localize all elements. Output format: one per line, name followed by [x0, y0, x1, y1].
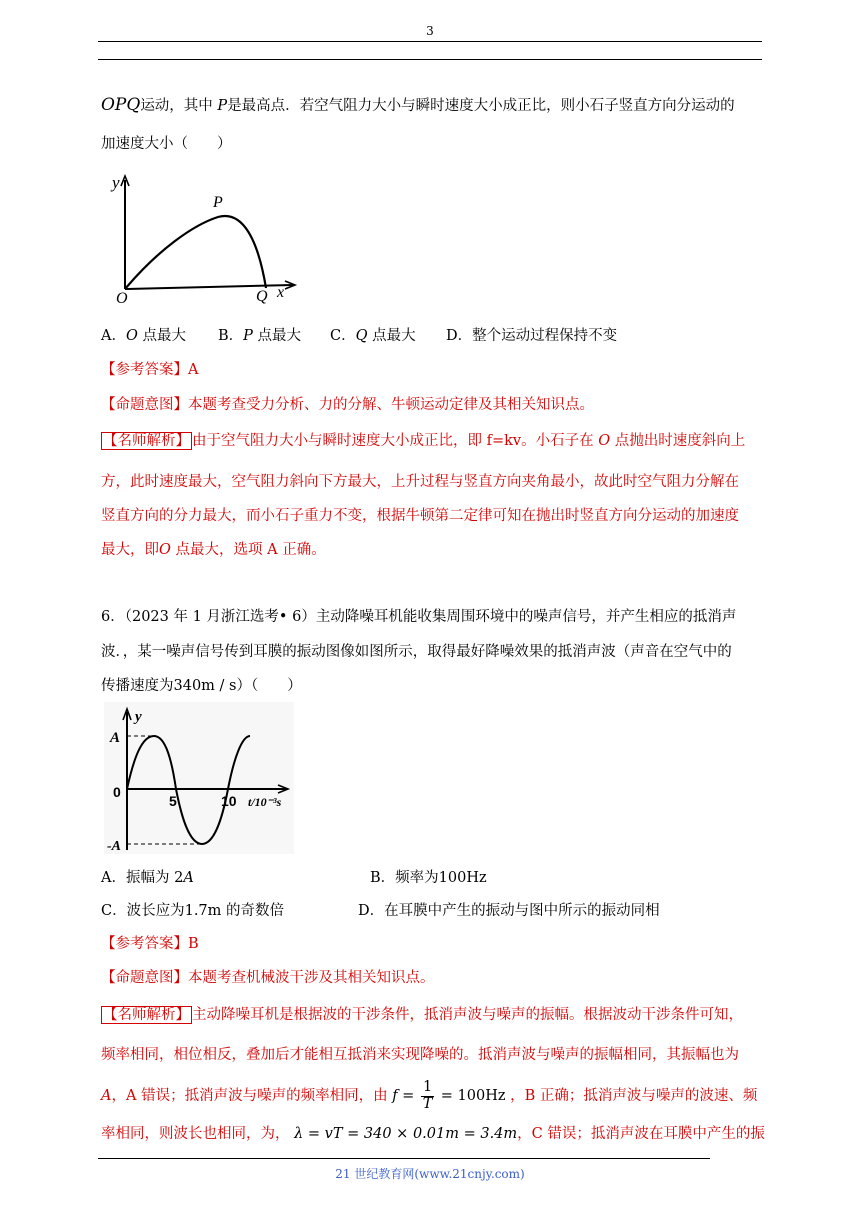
q6-fig-y: y — [135, 709, 142, 725]
q5-opt-c-label: C． — [330, 328, 356, 344]
q5-fig-y: y — [112, 173, 120, 192]
q6-intent — [101, 970, 435, 987]
q5-analysis-l4-a: 最大，即 — [101, 542, 159, 558]
q5-opt-a-var: O — [125, 328, 138, 344]
q5-answer-label: 【参考答案】 — [101, 362, 188, 378]
q5-fig-x: x — [277, 284, 285, 301]
q6-stem-line3: 传播速度为340m / s）（ ） — [101, 678, 302, 694]
q5-stem-line1 — [101, 95, 735, 115]
q6-intent-text: 本题考查机械波干涉及其相关知识点。 — [188, 970, 435, 986]
q5-analysis-label: 【名师解析】 — [103, 433, 190, 449]
q6-option-d: D．在耳膜中产生的振动与图中所示的振动同相 — [358, 903, 660, 919]
q6-analysis-line1 — [101, 1007, 743, 1024]
q6-analysis-line4 — [101, 1126, 765, 1143]
q6-intent-label: 【命题意图】 — [101, 970, 188, 986]
q5-analysis-line4 — [101, 542, 326, 559]
q6-stem-line1: 6．（2023 年 1 月浙江选考• 6）主动降噪耳机能收集周围环境中的噪声信号，并产生相应的抵消声 — [101, 609, 737, 625]
q5-var-p: P — [217, 98, 228, 114]
page-number: 3 — [426, 24, 434, 38]
q6-formula-freq — [392, 1079, 510, 1112]
q5-intent — [101, 397, 594, 414]
q6-analysis-label: 【名师解析】 — [103, 1007, 190, 1023]
q6-formula-wavelength: λ = vT = 340 × 0.01m = 3.4m — [294, 1126, 518, 1142]
q6-analysis-l3-b: ，B 正确；抵消声波与噪声的波速、频 — [510, 1088, 758, 1104]
q6-analysis-line2: 频率相同，相位相反，叠加后才能相互抵消来实现降噪的。抵消声波与噪声的振幅相同，其振幅也为 — [101, 1047, 739, 1063]
q5-stem-b: 是最高点．若空气阻力大小与瞬时速度大小成正比，则小石子竖直方向分运动的 — [227, 98, 735, 114]
q5-fig-q: Q — [256, 288, 268, 305]
q6-analysis-l4-b: ，C 错误；抵消声波在耳膜中产生的振 — [517, 1126, 765, 1142]
q5-analysis-line2: 方，此时速度最大，空气阻力斜向下方最大，上升过程与竖直方向夹角最小，故此时空气阻力分解在 — [101, 474, 739, 490]
q5-stem-a: 运动，其中 — [140, 98, 213, 114]
q6-fig-zero: 0 — [113, 784, 121, 800]
q5-option-c — [330, 328, 416, 345]
q5-option-a — [101, 328, 186, 345]
q6-answer-label: 【参考答案】 — [101, 936, 188, 952]
q5-analysis-l4-var: O — [159, 542, 171, 558]
q6-answer — [101, 936, 199, 953]
q5-opt-b-var: P — [243, 328, 253, 344]
q5-analysis-l4-b: 点最大，选项 A 正确。 — [175, 542, 326, 558]
q6-option-a — [101, 870, 194, 887]
footer-rule — [98, 1158, 710, 1159]
q6-analysis-l3-a: ，A 错误；抵消声波与噪声的频率相同，由 — [111, 1088, 388, 1104]
q6-option-b: B．频率为100Hz — [370, 870, 487, 886]
q5-opt-a-text: 点最大 — [142, 328, 186, 344]
q5-analysis-line1 — [101, 433, 745, 450]
q6-analysis-l4-a: 率相同，则波长也相同，为， — [101, 1126, 290, 1142]
q5-analysis-l1: 由于空气阻力大小与瞬时速度大小成正比，即 f=kv。小石子在 — [192, 433, 594, 449]
q6-stem-line2: 波．，某一噪声信号传到耳膜的振动图像如图所示，取得最好降噪效果的抵消声波（声音在空气中的 — [101, 644, 732, 660]
q6-opt-a-var: A — [183, 870, 194, 886]
q5-stem-line2: 加速度大小（ ） — [101, 136, 232, 152]
header-rule — [98, 41, 762, 42]
q5-analysis-l1-b: 点抛出时速度斜向上 — [614, 433, 746, 449]
q5-analysis-l1-var: O — [598, 433, 611, 449]
q6-formula1-num: 1 — [422, 1079, 433, 1096]
q6-option-c: C．波长应为1.7m 的奇数倍 — [101, 903, 285, 919]
q6-analysis-l1: 主动降噪耳机是根据波的干涉条件，抵消声波与噪声的振幅。根据波动干涉条件可知， — [192, 1007, 743, 1023]
q6-fig-a: A — [110, 730, 121, 746]
header-rule-2 — [98, 59, 762, 60]
q6-fig-t-unit: t/10⁻³s — [248, 795, 282, 809]
q5-opt-b-text: 点最大 — [257, 328, 302, 344]
q6-opt-a-label: A．振幅为 2 — [101, 870, 184, 886]
q5-opt-c-var: Q — [355, 328, 368, 344]
q5-option-d: D．整个运动过程保持不变 — [446, 328, 618, 344]
q5-opt-b-label: B． — [218, 328, 244, 344]
q5-trajectory-figure — [108, 170, 308, 305]
q5-fig-p: P — [213, 194, 223, 211]
q5-answer — [101, 362, 198, 379]
q6-fig-five: 5 — [169, 793, 177, 809]
q6-formula1-fraction — [421, 1080, 434, 1111]
q5-fig-o: O — [116, 290, 128, 305]
q5-opt-a-label: A． — [101, 328, 126, 344]
q5-answer-value: A — [188, 362, 199, 378]
q6-formula1-den: T — [422, 1095, 433, 1112]
footer-text: 21 世纪教育网(www.21cnjy.com) — [335, 1167, 525, 1181]
q6-wave-figure — [104, 702, 294, 854]
q6-analysis-l3-var: A — [101, 1088, 112, 1104]
q5-analysis-line3: 竖直方向的分力最大，而小石子重力不变，根据牛顿第二定律可知在抛出时竖直方向分运动的加速度 — [101, 508, 739, 524]
q6-fig-neg-a: -A — [107, 839, 121, 854]
q5-option-b — [218, 328, 301, 345]
q6-analysis-line3 — [101, 1076, 757, 1116]
q6-formula1-rhs: = 100Hz — [440, 1088, 506, 1104]
q6-answer-value: B — [188, 936, 199, 952]
q6-fig-ten: 10 — [221, 793, 237, 809]
q5-intent-label: 【命题意图】 — [101, 397, 188, 413]
q5-var-opq: OPQ — [101, 95, 141, 115]
q5-intent-text: 本题考查受力分析、力的分解、牛顿运动定律及其相关知识点。 — [188, 397, 594, 413]
q5-opt-c-text: 点最大 — [372, 328, 416, 344]
q6-formula1-lhs: f = — [392, 1088, 415, 1104]
